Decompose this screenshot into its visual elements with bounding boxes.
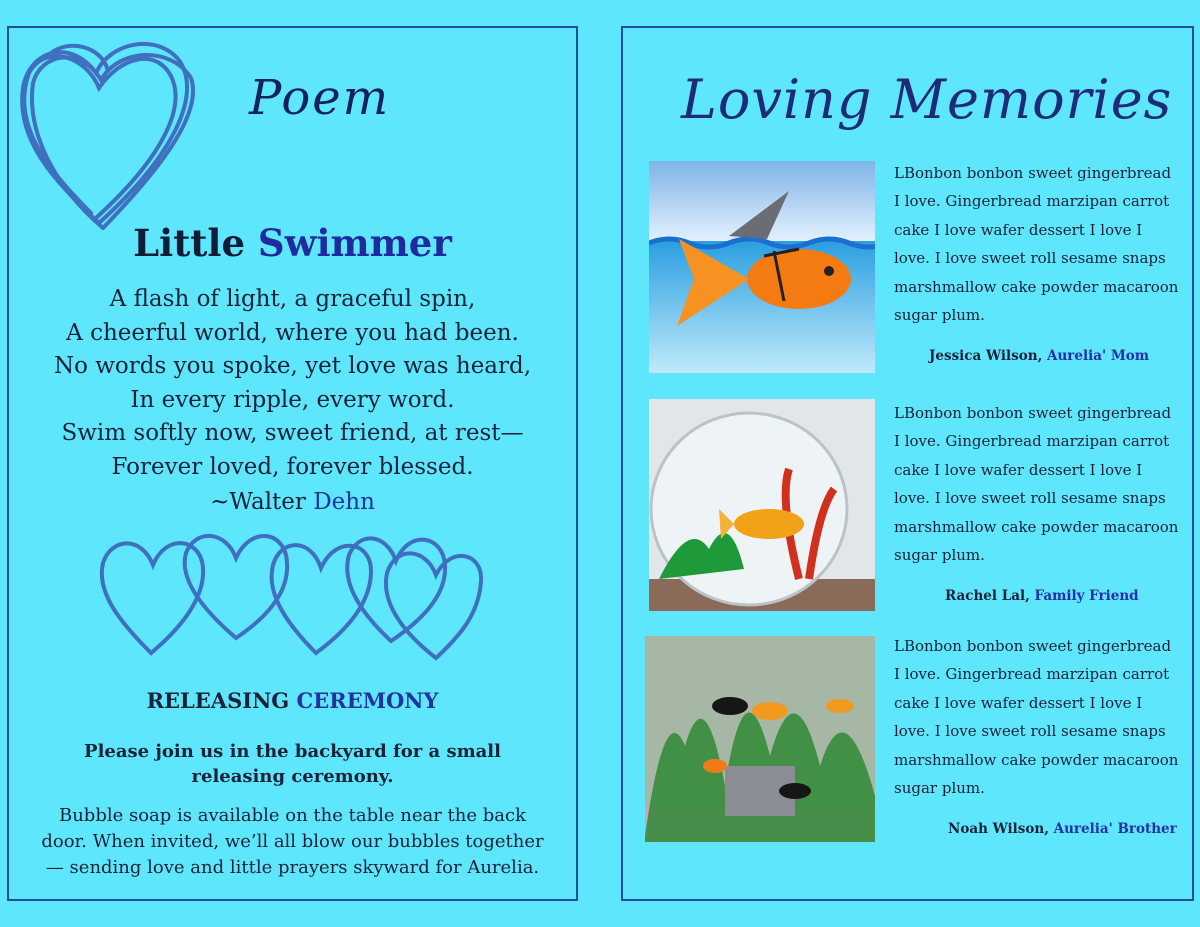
poem-line: Swim softly now, sweet friend, at rest— [61,420,524,446]
poem-body [9,283,576,484]
poem-title-part2: Swimmer [257,221,452,265]
memory-signature [929,348,1149,364]
memory-relation: Family Friend [1034,588,1139,604]
aquarium-fish-photo [645,636,875,842]
goldfish-in-bowl-photo [649,399,875,611]
poem-panel [7,26,578,901]
hearts-row-icon [91,523,491,668]
poem-line: Forever loved, forever blessed. [111,453,474,480]
ceremony-title-part2: CEREMONY [296,688,439,713]
memories-heading: Loving Memories [681,68,1173,131]
memory-signature [948,821,1177,837]
heart-outline-icon [11,28,211,238]
memory-text: LBonbon bonbon sweet gingerbread I love. Gingerbread marzipan carrot cake I love wafer dessert I love I love. I love sweet roll sesame snaps marshmallow cake powder macaroon sugar plum. [894,637,1179,798]
memory-signature [945,588,1139,604]
poem-line: A cheerful world, where you had been. [66,319,519,346]
goldfish-with-shark-fin-photo [649,161,875,373]
ceremony-title-part1: RELEASING [146,688,297,713]
poem-line: A flash of light, a graceful spin, [109,286,476,312]
memory-text: LBonbon bonbon sweet gingerbread I love. Gingerbread marzipan carrot cake I love wafer dessert I love I love. I love sweet roll sesame snaps marshmallow cake powder macaroon sugar plum. [894,164,1179,325]
ceremony-details: Bubble soap is available on the table near the back door. When invited, we’ll all blow our bubbles together — sending love and little prayers skyward for Aurelia. [41,805,544,878]
poem-title-part1: Little [133,221,258,265]
poem-author [9,489,576,515]
memories-panel [621,26,1194,901]
memory-author: Jessica Wilson, [929,348,1047,364]
ceremony-title [9,688,576,713]
poem-author-part1: ~Walter [210,489,314,515]
poem-line: In every ripple, every word. [130,386,455,413]
poem-heading: Poem [249,70,391,126]
memory-author: Noah Wilson, [948,821,1054,837]
ceremony-invitation: Please join us in the backyard for a small releasing ceremony. [84,741,501,787]
memory-relation: Aurelia' Brother [1053,821,1177,837]
poem-line: No words you spoke, yet love was heard, [53,353,532,379]
poem-title [9,221,576,265]
poem-author-part2: Dehn [313,489,375,515]
memory-relation: Aurelia' Mom [1046,348,1150,364]
memory-author: Rachel Lal, [945,588,1035,604]
memory-text: LBonbon bonbon sweet gingerbread I love. Gingerbread marzipan carrot cake I love wafer dessert I love I love. I love sweet roll sesame snaps marshmallow cake powder macaroon sugar plum. [894,404,1179,565]
